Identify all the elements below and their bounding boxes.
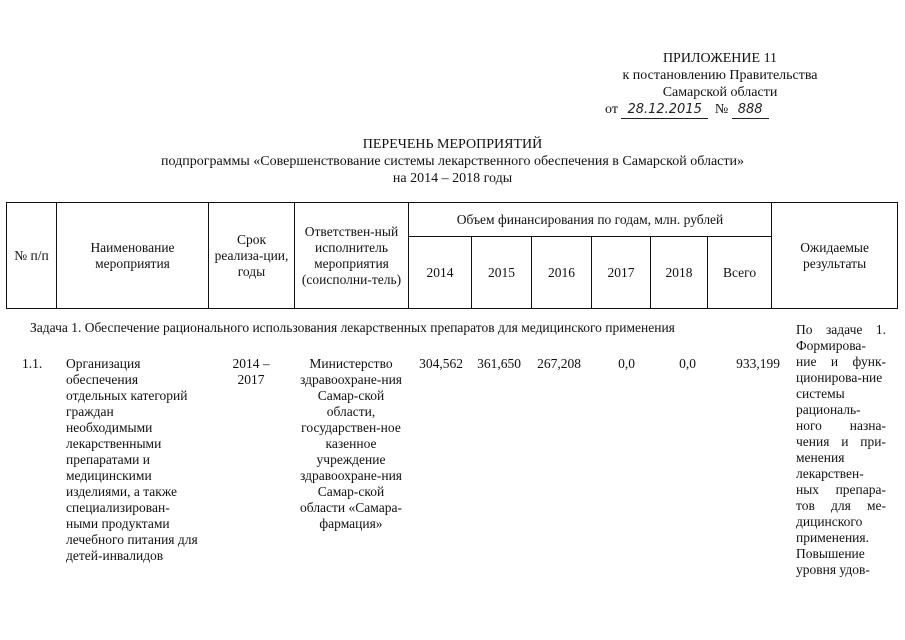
value-2016: 267,208 [537, 356, 581, 371]
header-year-2014: 2014 [409, 237, 472, 309]
header-responsible: Ответствен-ный исполнитель мероприятия (соисполни-тель) [295, 203, 409, 309]
from-label: от [605, 102, 618, 117]
document-title [0, 136, 905, 187]
value-2014: 304,562 [419, 356, 463, 371]
value-2017: 0,0 [618, 356, 635, 371]
row-results: По задаче 1. Формирова-ние и функ-ционирова-ние системы рациональ-ного назна-чения и при-менения лекарствен-ных препара-тов для ме-дицинского применения. Повышение уровня удов- [796, 322, 886, 577]
appendix-block [560, 50, 880, 119]
row-responsible: Министерство здравоохране-ния Самар-ской области, государствен-ное казенное учреждение здравоохране-ния Самар-ской области «Самара-фармация» [300, 356, 403, 531]
header-total: Всего [708, 237, 772, 309]
value-total: 933,199 [736, 356, 780, 371]
task-title: Задача 1. Обеспечение рационального использования лекарственных препаратов для медицинского применения [30, 320, 675, 335]
row-term: 2014 – 2017 [232, 356, 270, 387]
appendix-line-3: Самарской области [662, 85, 778, 100]
row-num: 1.1. [22, 356, 43, 371]
header-year-2015: 2015 [472, 237, 532, 309]
measures-table-header [6, 202, 898, 309]
handwritten-number: 888 [732, 101, 769, 119]
row-name: Организация обеспечения отдельных категорий граждан необходимыми лекарственными препаратами и медицинскими изделиями, а также специализирован-ными продуктами лечебного питания для детей-инвалидов [66, 356, 198, 563]
appendix-date-row [560, 101, 880, 119]
value-2018: 0,0 [679, 356, 696, 371]
value-2015: 361,650 [477, 356, 521, 371]
header-year-2017: 2017 [592, 237, 651, 309]
number-label: № [714, 102, 729, 117]
title-line-3: на 2014 – 2018 годы [392, 171, 513, 186]
header-results: Ожидаемые результаты [772, 203, 898, 309]
title-line-1: ПЕРЕЧЕНЬ МЕРОПРИЯТИЙ [362, 137, 543, 152]
header-year-2018: 2018 [651, 237, 708, 309]
handwritten-date: 28.12.2015 [621, 101, 707, 119]
appendix-line-2: к постановлению Правительства [622, 68, 818, 83]
header-funding: Объем финансирования по годам, млн. рублей [409, 203, 772, 237]
header-num: № п/п [7, 203, 57, 309]
appendix-title: ПРИЛОЖЕНИЕ 11 [662, 51, 778, 66]
header-year-2016: 2016 [532, 237, 592, 309]
title-line-2: подпрограммы «Совершенствование системы лекарственного обеспечения в Самарской области» [161, 154, 744, 169]
header-name: Наименование мероприятия [57, 203, 209, 309]
header-term: Срок реализа-ции, годы [209, 203, 295, 309]
